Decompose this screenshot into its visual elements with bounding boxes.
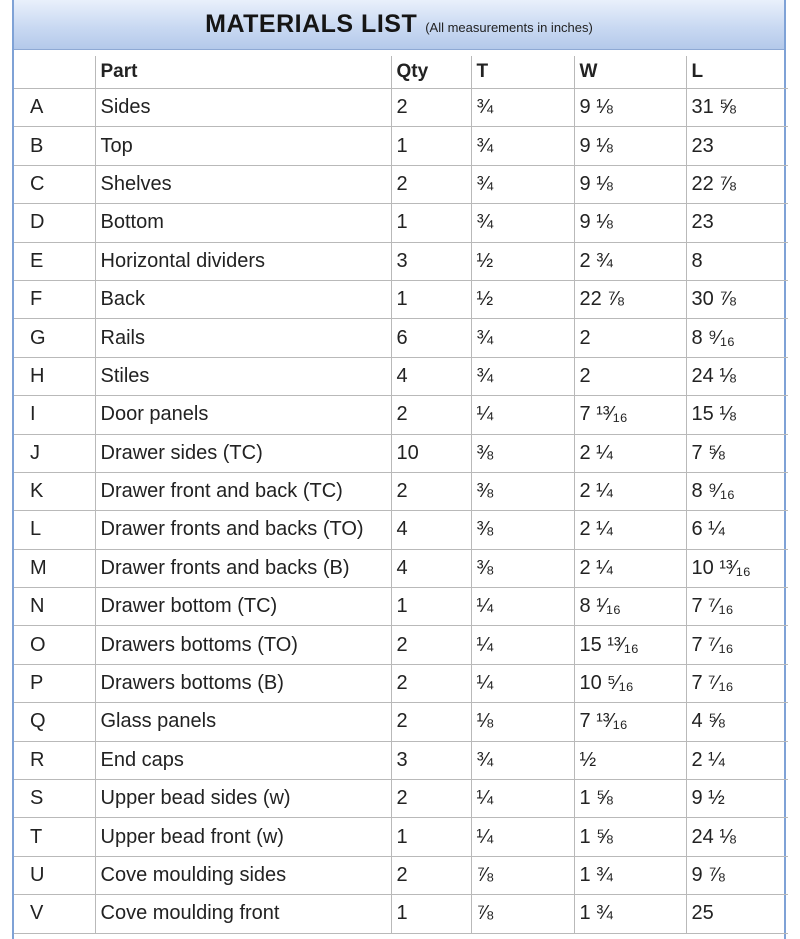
- width-cell: 2 ¼: [574, 434, 686, 472]
- qty-cell: 2: [391, 89, 471, 127]
- table-row: [14, 741, 788, 779]
- part-name-cell: End caps: [95, 741, 391, 779]
- table-header-row: [14, 56, 788, 89]
- length-cell: 25: [686, 895, 788, 933]
- table-row: [14, 319, 788, 357]
- row-id-cell: S: [14, 780, 95, 818]
- qty-cell: 4: [391, 511, 471, 549]
- width-cell: 1 ¾: [574, 895, 686, 933]
- width-cell: 22 ⅞: [574, 280, 686, 318]
- qty-cell: 2: [391, 664, 471, 702]
- qty-cell: 2: [391, 472, 471, 510]
- length-cell: 8: [686, 242, 788, 280]
- row-id-cell: G: [14, 319, 95, 357]
- column-header-part: Part: [95, 56, 391, 89]
- table-row: [14, 280, 788, 318]
- part-name-cell: Drawer bottom (TC): [95, 588, 391, 626]
- materials-list-header: [14, 0, 784, 50]
- column-header-t: T: [471, 56, 574, 89]
- row-id-cell: P: [14, 664, 95, 702]
- thickness-cell: ¼: [471, 664, 574, 702]
- qty-cell: 1: [391, 204, 471, 242]
- part-name-cell: Stiles: [95, 357, 391, 395]
- row-id-cell: L: [14, 511, 95, 549]
- length-cell: 7 ⁷⁄₁₆: [686, 626, 788, 664]
- part-name-cell: Drawer fronts and backs (TO): [95, 511, 391, 549]
- thickness-cell: ⅜: [471, 472, 574, 510]
- column-header-id: [14, 56, 95, 89]
- part-name-cell: Drawer sides (TC): [95, 434, 391, 472]
- thickness-cell: ½: [471, 242, 574, 280]
- table-row: [14, 204, 788, 242]
- table-row: [14, 127, 788, 165]
- qty-cell: 1: [391, 588, 471, 626]
- materials-list-panel: [12, 0, 786, 939]
- row-id-cell: C: [14, 165, 95, 203]
- length-cell: 23: [686, 204, 788, 242]
- length-cell: 23: [686, 127, 788, 165]
- row-id-cell: B: [14, 127, 95, 165]
- width-cell: 9 ⅛: [574, 165, 686, 203]
- length-cell: 4 ⅝: [686, 703, 788, 741]
- table-row: [14, 818, 788, 856]
- length-cell: 24 ⅛: [686, 357, 788, 395]
- width-cell: 1 ⅝: [574, 818, 686, 856]
- table-row: [14, 357, 788, 395]
- length-cell: 15 ⅛: [686, 396, 788, 434]
- table-row: [14, 434, 788, 472]
- thickness-cell: ½: [471, 280, 574, 318]
- qty-cell: 4: [391, 549, 471, 587]
- table-row: [14, 89, 788, 127]
- part-name-cell: Upper bead front (w): [95, 818, 391, 856]
- width-cell: 15 ¹³⁄₁₆: [574, 626, 686, 664]
- part-name-cell: Sides: [95, 89, 391, 127]
- width-cell: 2 ¼: [574, 511, 686, 549]
- length-cell: 30 ⅞: [686, 280, 788, 318]
- qty-cell: 4: [391, 357, 471, 395]
- qty-cell: 3: [391, 741, 471, 779]
- thickness-cell: ¾: [471, 127, 574, 165]
- table-row: [14, 780, 788, 818]
- width-cell: 9 ⅛: [574, 204, 686, 242]
- length-cell: 9 ½: [686, 780, 788, 818]
- qty-cell: 3: [391, 242, 471, 280]
- qty-cell: 2: [391, 626, 471, 664]
- table-row: [14, 588, 788, 626]
- length-cell: 22 ⅞: [686, 165, 788, 203]
- qty-cell: 6: [391, 319, 471, 357]
- column-header-qty: Qty: [391, 56, 471, 89]
- page-title: MATERIALS LIST: [205, 10, 418, 38]
- row-id-cell: J: [14, 434, 95, 472]
- row-id-cell: F: [14, 280, 95, 318]
- row-id-cell: N: [14, 588, 95, 626]
- table-row: [14, 895, 788, 933]
- width-cell: 1 ¾: [574, 856, 686, 894]
- thickness-cell: ¾: [471, 357, 574, 395]
- length-cell: 31 ⅝: [686, 89, 788, 127]
- width-cell: ½: [574, 741, 686, 779]
- table-row: [14, 472, 788, 510]
- part-name-cell: Top: [95, 127, 391, 165]
- width-cell: 9 ⅛: [574, 127, 686, 165]
- width-cell: 8 ¹⁄₁₆: [574, 588, 686, 626]
- row-id-cell: T: [14, 818, 95, 856]
- thickness-cell: ⅛: [471, 703, 574, 741]
- thickness-cell: ¾: [471, 741, 574, 779]
- part-name-cell: Drawers bottoms (TO): [95, 626, 391, 664]
- length-cell: 24 ⅛: [686, 818, 788, 856]
- row-id-cell: E: [14, 242, 95, 280]
- qty-cell: 2: [391, 703, 471, 741]
- thickness-cell: ¼: [471, 818, 574, 856]
- thickness-cell: ¼: [471, 396, 574, 434]
- part-name-cell: Upper bead sides (w): [95, 780, 391, 818]
- width-cell: 9 ⅛: [574, 89, 686, 127]
- table-row: [14, 856, 788, 894]
- length-cell: 7 ⁷⁄₁₆: [686, 664, 788, 702]
- length-cell: 8 ⁹⁄₁₆: [686, 472, 788, 510]
- width-cell: 2 ¼: [574, 472, 686, 510]
- qty-cell: 2: [391, 780, 471, 818]
- width-cell: 2: [574, 319, 686, 357]
- row-id-cell: K: [14, 472, 95, 510]
- part-name-cell: Back: [95, 280, 391, 318]
- row-id-cell: Q: [14, 703, 95, 741]
- part-name-cell: Horizontal dividers: [95, 242, 391, 280]
- part-name-cell: Cove moulding front: [95, 895, 391, 933]
- part-name-cell: Shelves: [95, 165, 391, 203]
- part-name-cell: Bottom: [95, 204, 391, 242]
- qty-cell: 2: [391, 856, 471, 894]
- table-row: [14, 242, 788, 280]
- part-name-cell: Door panels: [95, 396, 391, 434]
- thickness-cell: ¼: [471, 626, 574, 664]
- column-header-w: W: [574, 56, 686, 89]
- thickness-cell: ¾: [471, 204, 574, 242]
- qty-cell: 2: [391, 165, 471, 203]
- row-id-cell: M: [14, 549, 95, 587]
- length-cell: 10 ¹³⁄₁₆: [686, 549, 788, 587]
- thickness-cell: ⅜: [471, 434, 574, 472]
- width-cell: 7 ¹³⁄₁₆: [574, 396, 686, 434]
- row-id-cell: D: [14, 204, 95, 242]
- thickness-cell: ⅜: [471, 511, 574, 549]
- width-cell: 2 ¾: [574, 242, 686, 280]
- page-subtitle: (All measurements in inches): [425, 20, 593, 35]
- table-row: [14, 511, 788, 549]
- length-cell: 2 ¼: [686, 741, 788, 779]
- width-cell: 2 ¼: [574, 549, 686, 587]
- qty-cell: 1: [391, 895, 471, 933]
- row-id-cell: I: [14, 396, 95, 434]
- thickness-cell: ⅞: [471, 895, 574, 933]
- width-cell: 10 ⁵⁄₁₆: [574, 664, 686, 702]
- width-cell: 1 ⅝: [574, 780, 686, 818]
- part-name-cell: Drawer front and back (TC): [95, 472, 391, 510]
- row-id-cell: O: [14, 626, 95, 664]
- thickness-cell: ⅞: [471, 856, 574, 894]
- part-name-cell: Rails: [95, 319, 391, 357]
- length-cell: 6 ¼: [686, 511, 788, 549]
- thickness-cell: ¼: [471, 780, 574, 818]
- length-cell: 9 ⅞: [686, 856, 788, 894]
- thickness-cell: ¾: [471, 165, 574, 203]
- table-row: [14, 396, 788, 434]
- length-cell: 7 ⅝: [686, 434, 788, 472]
- table-row: [14, 165, 788, 203]
- thickness-cell: ¾: [471, 89, 574, 127]
- row-id-cell: H: [14, 357, 95, 395]
- qty-cell: 10: [391, 434, 471, 472]
- length-cell: 8 ⁹⁄₁₆: [686, 319, 788, 357]
- table-row: [14, 703, 788, 741]
- row-id-cell: A: [14, 89, 95, 127]
- length-cell: 7 ⁷⁄₁₆: [686, 588, 788, 626]
- materials-table: [14, 56, 788, 934]
- thickness-cell: ¼: [471, 588, 574, 626]
- table-row: [14, 549, 788, 587]
- column-header-l: L: [686, 56, 788, 89]
- width-cell: 2: [574, 357, 686, 395]
- width-cell: 7 ¹³⁄₁₆: [574, 703, 686, 741]
- qty-cell: 1: [391, 127, 471, 165]
- part-name-cell: Glass panels: [95, 703, 391, 741]
- row-id-cell: R: [14, 741, 95, 779]
- part-name-cell: Drawer fronts and backs (B): [95, 549, 391, 587]
- thickness-cell: ⅜: [471, 549, 574, 587]
- table-row: [14, 626, 788, 664]
- row-id-cell: U: [14, 856, 95, 894]
- qty-cell: 1: [391, 818, 471, 856]
- part-name-cell: Cove moulding sides: [95, 856, 391, 894]
- part-name-cell: Drawers bottoms (B): [95, 664, 391, 702]
- row-id-cell: V: [14, 895, 95, 933]
- thickness-cell: ¾: [471, 319, 574, 357]
- table-row: [14, 664, 788, 702]
- qty-cell: 2: [391, 396, 471, 434]
- qty-cell: 1: [391, 280, 471, 318]
